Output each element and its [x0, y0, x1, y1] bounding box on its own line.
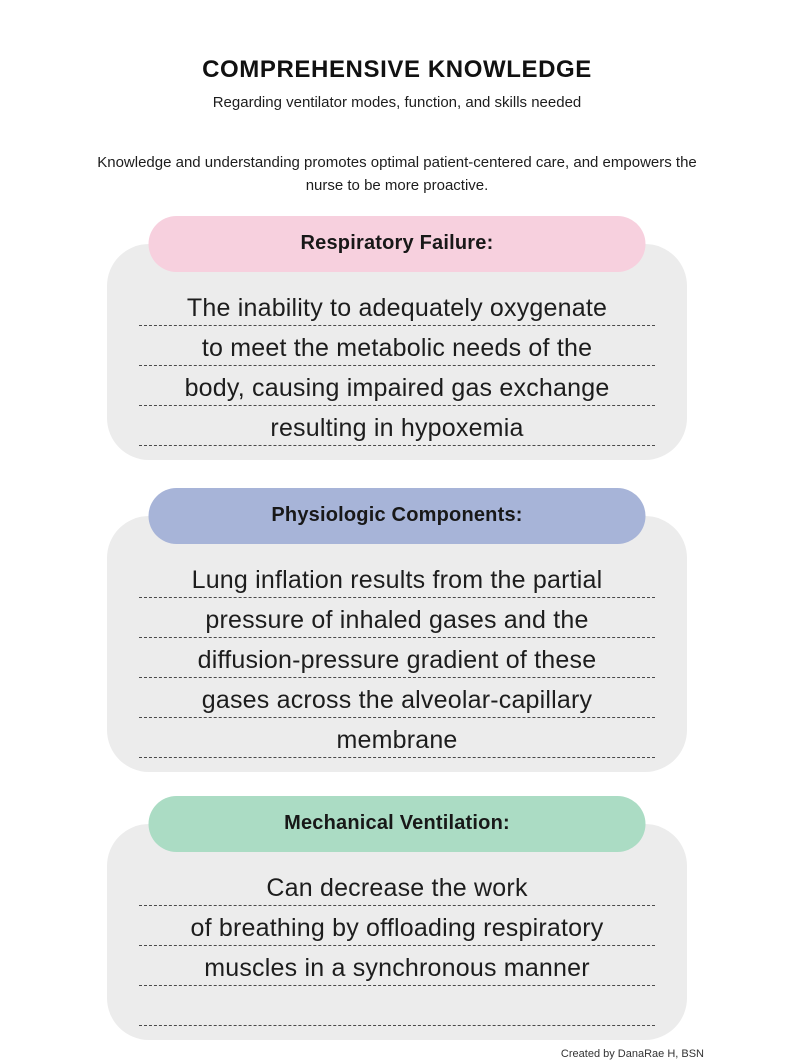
section-header-label: Respiratory Failure: [300, 232, 494, 254]
definition-line: gases across the alveolar-capillary [139, 678, 655, 718]
definition-line: membrane [139, 718, 655, 758]
definition-line: pressure of inhaled gases and the [139, 598, 655, 638]
definition-line [139, 986, 655, 1026]
definition-line: muscles in a synchronous manner [139, 946, 655, 986]
section-header-pill [149, 216, 646, 272]
section-mechanical-ventilation [107, 812, 687, 1040]
sections-container [107, 232, 687, 1040]
page-title: COMPREHENSIVE KNOWLEDGE [202, 56, 592, 83]
section-header-label: Mechanical Ventilation: [284, 812, 510, 834]
section-header-pill [149, 488, 646, 544]
page-subtitle: Regarding ventilator modes, function, and skills needed [212, 94, 582, 111]
definition-line: Can decrease the work [139, 866, 655, 906]
section-respiratory-failure [107, 232, 687, 460]
definition-line: to meet the metabolic needs of the [139, 326, 655, 366]
definition-line: of breathing by offloading respiratory [139, 906, 655, 946]
intro-text: Knowledge and understanding promotes optimal patient-centered care, and empowers the nurse to be more proactive. [97, 154, 697, 195]
section-physiologic-components [107, 504, 687, 772]
definition-card [107, 824, 687, 1040]
definition-line: diffusion-pressure gradient of these [139, 638, 655, 678]
section-header-label: Physiologic Components: [271, 504, 523, 526]
definition-line: The inability to adequately oxygenate [139, 286, 655, 326]
footer-credit: Created by DanaRae H, BSN [560, 1047, 704, 1060]
definition-line: resulting in hypoxemia [139, 406, 655, 446]
definition-card [107, 244, 687, 460]
section-header-pill [149, 796, 646, 852]
definition-card [107, 516, 687, 772]
definition-line: Lung inflation results from the partial [139, 558, 655, 598]
definition-line: body, causing impaired gas exchange [139, 366, 655, 406]
